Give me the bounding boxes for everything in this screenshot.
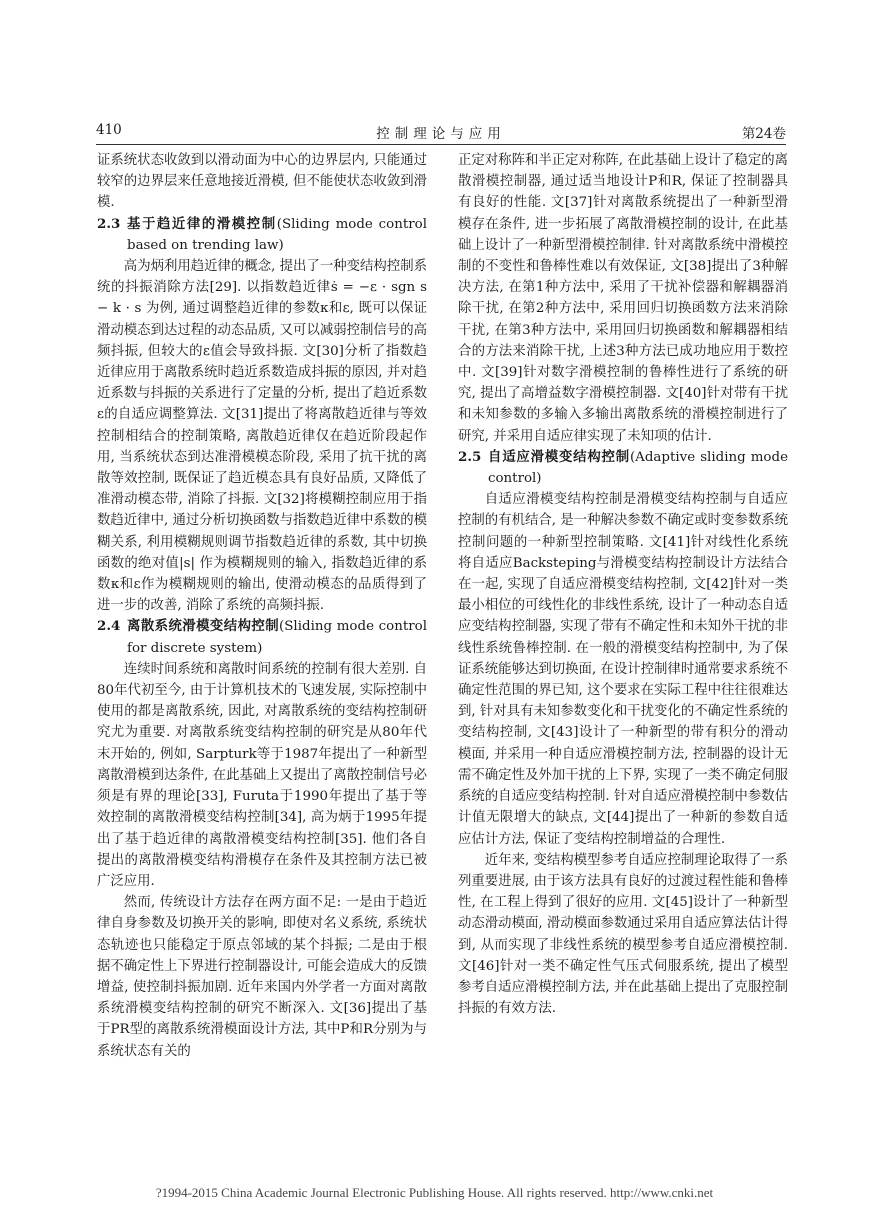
header-rule (96, 144, 786, 145)
paragraph: 高为炳利用趋近律的概念, 提出了一种变结构控制系统的抖振消除方法[29]. 以指数趋近律ṡ = −ε · sgn s − k · s 为例, 通过调整趋近律的参数κ和ε, 既可以保证滑动模态到达过程的动态品质, 又可以减弱控制信号的高频抖振, 但较大的ε值会导致抖振. 文[30]分析了指数趋近律应用于离散系统时趋近系数造成抖振的原因, 并对趋近系数与抖振的关系进行了定量的分析, 提出了趋近系数ε的自适应调整算法. 文[31]提出了将离散趋近律与等效控制相结合的控制策略, 离散趋近律仅在趋近阶段起作用, 当系统状态到达准滑模模态阶段, 采用了抗干扰的离散等效控制, 既保证了趋近模态具有良好品质, 又降低了准滑动模态带, 消除了抖振. 文[32]将模糊控制应用于指数趋近律中, 通过分析切换函数与指数趋近律中系数的模糊关系, 利用模糊规则调节指数趋近律的系数, 其中切换函数的绝对值|s| 作为模糊规则的输入, 指数趋近律的系数κ和ε作为模糊规则的输出, 使滑动模态的品质得到了进一步的改善, 消除了系统的高频抖振. (97, 259, 427, 614)
paragraph: 正定对称阵和半正定对称阵, 在此基础上设计了稳定的离散滑模控制器, 通过适当地设计P和R, 保证了控制器具有良好的性能. 文[37]针对离散系统提出了一种新型滑模存在条件, 进一步拓展了离散滑模控制的设计, 在此基础上设计了一种新型滑模控制律. 针对离散系统中滑模控制的不变性和鲁棒性难以有效保证, 文[38]提出了3种解决方法, 在第1种方法中, 采用了干扰补偿器和解耦器消除干扰, 在第2种方法中, 采用回归切换函数方法来消除干扰, 在第3种方法中, 采用回归切换函数和解耦器相结合的方法来消除干扰, 上述3种方法已成功地应用于数控中. 文[39]针对数字滑模控制的鲁棒性进行了系统的研究, 提出了高增益数字滑模控制器. 文[40]针对带有干扰和未知参数的多输入多输出离散系统的滑模控制进行了研究, 并采用自适应律实现了未知项的估计. (458, 153, 788, 444)
running-header (96, 122, 786, 142)
left-column (97, 150, 427, 1062)
section-heading (97, 214, 427, 256)
volume-label: 第24卷 (741, 126, 786, 142)
section-heading (458, 447, 788, 489)
page-number: 410 (96, 122, 122, 138)
copyright-footer: ?1994-2015 China Academic Journal Electronic Publishing House. All rights reserved. http://www.cnki.net (155, 1185, 714, 1200)
paragraph: 证系统状态收敛到以滑动面为中心的边界层内, 只能通过较窄的边界层来任意地接近滑模, 但不能使状态收敛到滑模. (97, 153, 427, 211)
paragraph: 连续时间系统和离散时间系统的控制有很大差别. 自80年代初至今, 由于计算机技术的飞速发展, 实际控制中使用的都是离散系统, 因此, 对离散系统的变结构控制研究尤为重要. 对离散系统变结构控制的研究是从80年代末开始的, 例如, Sarpturk等于1987年提出了一种新型离散滑模到达条件, 在此基础上又提出了离散控制信号必须是有界的理论[33], Furuta于1990年提出了基于等效控制的离散滑模变结构控制[34], 高为炳于1995年提出了基于趋近律的离散滑模变结构控制[35]. 他们各自提出的离散滑模变结构滑模存在条件及其控制方法已被广泛应用. (97, 661, 427, 889)
section-title-cn: 自适应滑模变结构控制 (488, 449, 630, 465)
paragraph: 近年来, 变结构模型参考自适应控制理论取得了一系列重要进展, 由于该方法具有良好的过渡过程性能和鲁棒性, 在工程上得到了很好的应用. 文[45]设计了一种新型动态滑动模面, 滑动模面参数通过采用自适应算法估计得到, 从而实现了非线性系统的模型参考自适应滑模控制. 文[46]针对一类不确定性气压式伺服系统, 提出了模型参考自适应滑模控制方法, 并在此基础上提出了克服控制抖振的有效方法. (458, 852, 788, 1017)
section-title-cn: 基于趋近律的滑模控制 (127, 216, 277, 232)
paragraph: 自适应滑模变结构控制是滑模变结构控制与自适应控制的有机结合, 是一种解决参数不确定或时变参数系统控制问题的一种新型控制策略. 文[41]针对线性化系统将自适应Backsteping与滑模变结构控制设计方法结合在一起, 实现了自适应滑模变结构控制, 文[42]针对一类最小相位的可线性化的非线性系统, 设计了一种动态自适应变结构控制器, 实现了带有不确定性和未知外干扰的非线性系统鲁棒控制. 在一般的滑模变结构控制中, 为了保证系统能够达到切换面, 在设计控制律时通常要求系统不确定性范围的界已知, 这个要求在实际工程中往往很难达到, 针对具有未知参数变化和干扰变化的不确定性系统的变结构控制, 文[43]设计了一种新型的带有积分的滑动模面, 并采用一种自适应滑模控制方法, 控制器的设计无需不确定性及外加干扰的上下界, 实现了一类不确定伺服系统的自适应变结构控制. 针对自适应滑模控制中参数估计值无限增大的缺点, 文[44]提出了一种新的参数自适应估计方法, 保证了变结构控制增益的合理性. (458, 492, 788, 847)
section-heading (97, 616, 427, 658)
section-number: 2.5 (458, 448, 482, 465)
section-title-en: (Sliding mode control for discrete system) (127, 619, 427, 656)
journal-title: 控制理论与应用 (376, 126, 506, 142)
section-number: 2.3 (97, 215, 121, 232)
paragraph: 然而, 传统设计方法存在两方面不足: 一是由于趋近律自身参数及切换开关的影响, 即使对名义系统, 系统状态轨迹也只能稳定于原点邻域的某个抖振; 二是由于根据不确定性上下界进行控制器设计, 可能会造成大的反馈增益, 使控制抖振加剧. 近年来国内外学者一方面对离散系统滑模变结构控制的研究不断深入. 文[36]提出了基于PR型的离散系统滑模面设计方法, 其中P和R分别为与系统状态有关的 (97, 895, 427, 1059)
right-column (458, 150, 788, 1019)
section-number: 2.4 (97, 618, 121, 635)
section-title-cn: 离散系统滑模变结构控制 (127, 619, 280, 635)
section-title-en: (Sliding mode control based on trending law) (127, 216, 427, 253)
section-title-en: (Adaptive sliding mode control) (488, 449, 788, 487)
